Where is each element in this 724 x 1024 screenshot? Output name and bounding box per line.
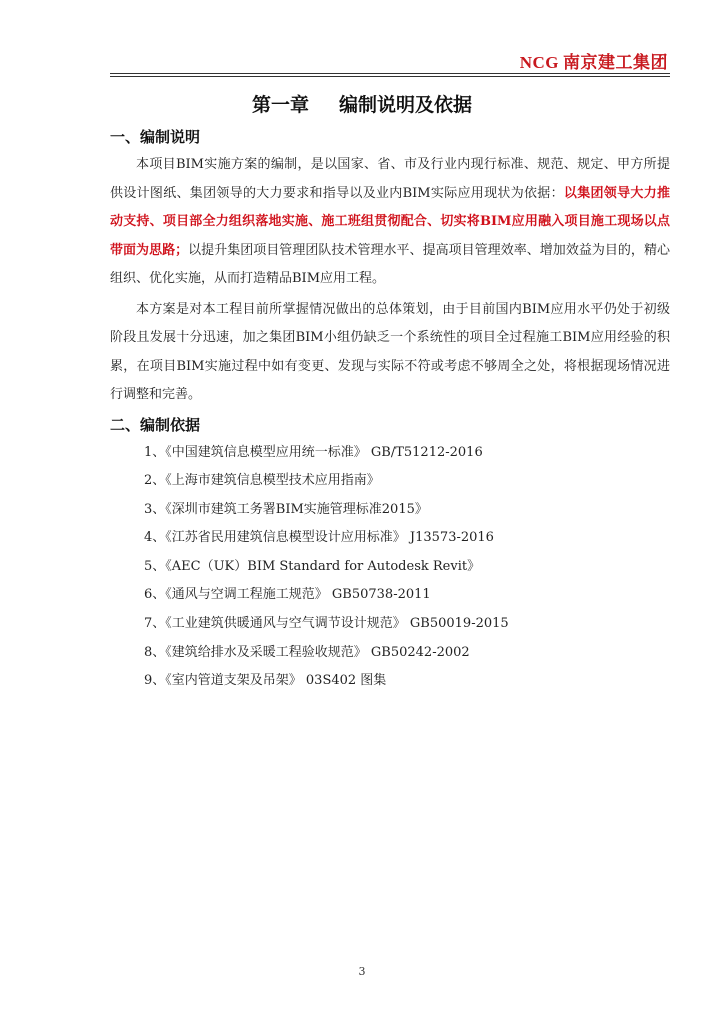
list-item: 7、《工业建筑供暖通风与空气调节设计规范》 GB50019-2015: [144, 616, 509, 632]
paragraph-1-part2: 以提升集团项目管理团队技术管理水平、提高项目管理效率、增加效益为目的，精心组织、优化实施，从而打造精品BIM应用工程。: [110, 242, 670, 286]
list-item: 4、《江苏省民用建筑信息模型设计应用标准》 J13573-2016: [144, 530, 494, 546]
paragraph-2: 本方案是对本工程目前所掌握情况做出的总体策划，由于目前国内BIM应用水平仍处于初级阶段且发展十分迅速，加之集团BIM小组仍缺乏一个系统性的项目全过程施工BIM应用经验的积累，在项目BIM实施过程中如有变更、发现与实际不符或考虑不够周全之处，将根据现场情况进行调整和完善。: [110, 301, 670, 402]
reference-list: [110, 439, 670, 696]
company-name: 南京建工集团: [563, 53, 668, 73]
list-item: 5、《AEC（UK）BIM Standard for Autodesk Revit》: [144, 558, 481, 574]
list-item: 2、《上海市建筑信息模型技术应用指南》: [144, 473, 380, 489]
document-body: [110, 120, 670, 696]
list-item: 6、《通风与空调工程施工规范》 GB50738-2011: [144, 587, 431, 603]
list-item: 1、《中国建筑信息模型应用统一标准》 GB/T51212-2016: [144, 444, 483, 460]
list-item: 9、《室内管道支架及吊架》 03S402 图集: [144, 673, 387, 689]
page-header: [520, 48, 668, 73]
paragraph-1: [110, 151, 670, 294]
section-heading-1: 一、编制说明: [110, 128, 201, 146]
chapter-number: 第一章: [251, 94, 309, 116]
header-divider: [110, 73, 670, 77]
chapter-heading: 编制说明及依据: [339, 94, 473, 116]
chapter-title: [0, 90, 724, 117]
list-item: 3、《深圳市建筑工务署BIM实施管理标准2015》: [144, 501, 428, 517]
paragraph-1-part1: 本项目BIM实施方案的编制，是以国家、省、市及行业内现行标准、规范、规定、甲方所提供设计图纸、集团领导的大力要求和指导以及业内BIM实际应用现状为依据：: [110, 157, 670, 201]
page-number: 3: [358, 965, 366, 978]
list-item: 8、《建筑给排水及采暖工程验收规范》 GB50242-2002: [144, 644, 470, 660]
section-heading-2: 二、编制依据: [110, 415, 201, 434]
paragraph-1-highlight: 以集团领导大力推动支持、项目部全力组织落地实施、施工班组贯彻配合、切实将BIM应用融入项目施工现场以点带面为思路；: [110, 185, 670, 258]
brand-logo-text: NCG: [519, 53, 559, 72]
